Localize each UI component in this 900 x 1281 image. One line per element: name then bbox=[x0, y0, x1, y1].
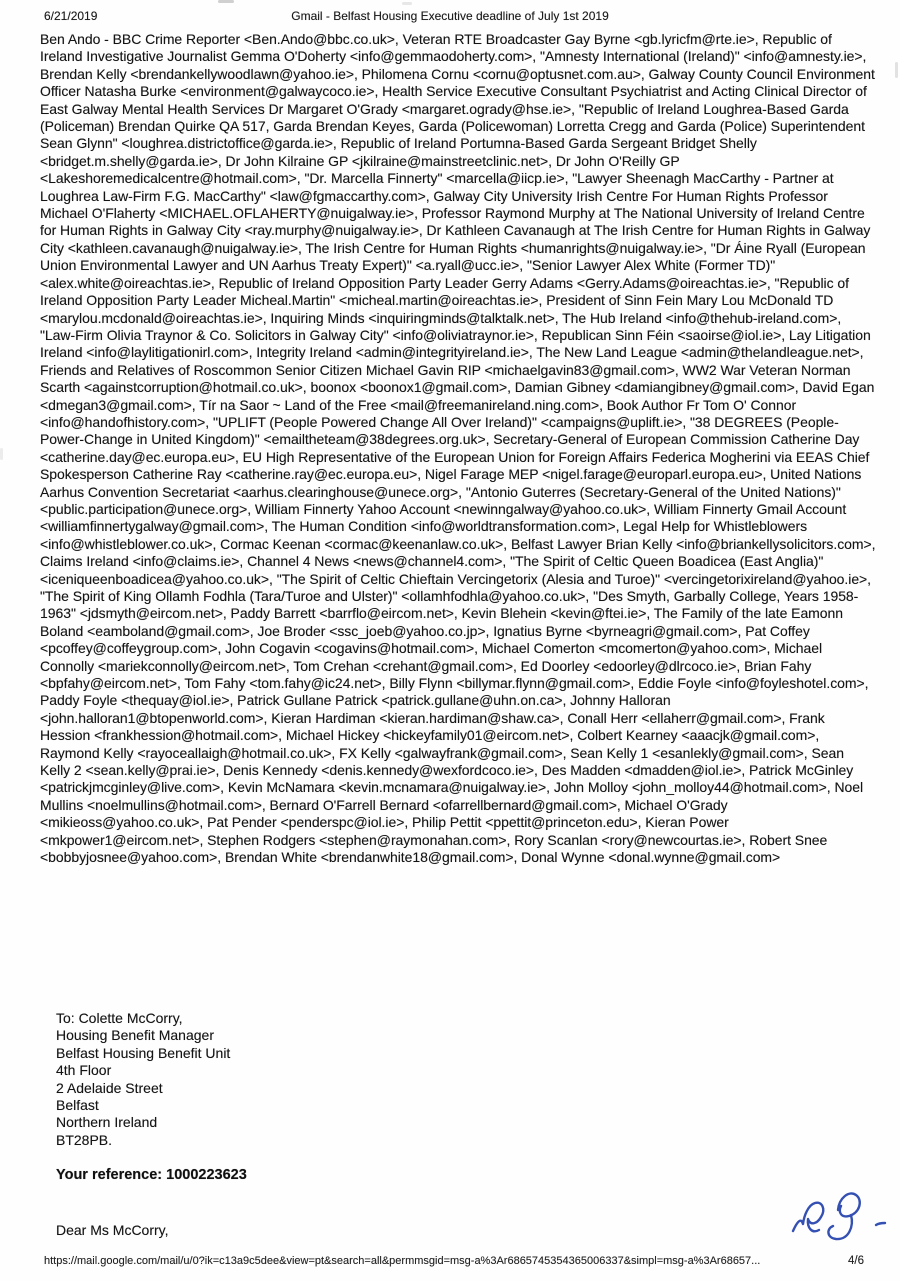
address-line: 4th Floor bbox=[56, 1062, 112, 1079]
scan-artifact bbox=[0, 448, 3, 460]
ink-stroke bbox=[876, 1223, 885, 1225]
scan-artifact bbox=[218, 0, 234, 3]
address-line: BT28PB. bbox=[56, 1131, 113, 1148]
ink-stroke bbox=[793, 1203, 823, 1232]
ink-stroke bbox=[828, 1193, 859, 1239]
reference-number: 1000223623 bbox=[166, 1167, 247, 1183]
reference-label: Your reference: bbox=[56, 1167, 163, 1183]
print-header-date: 6/21/2019 bbox=[44, 9, 98, 23]
address-line: Belfast Housing Benefit Unit bbox=[56, 1044, 231, 1061]
handwritten-initials-mark bbox=[788, 1186, 892, 1252]
reference-line bbox=[56, 1167, 247, 1183]
address-line: To: Colette McCorry, bbox=[56, 1010, 183, 1026]
salutation: Dear Ms McCorry, bbox=[56, 1222, 169, 1238]
address-line: Housing Benefit Manager bbox=[56, 1027, 214, 1044]
postal-address-block bbox=[56, 1010, 230, 1149]
email-recipients-paragraph: Ben Ando - BBC Crime Reporter <Ben.Ando@bbc.co.uk>, Veteran RTE Broadcaster Gay Byrne <gb.lyricfm@rte.ie>, Republic of Ireland Investigative Journalist Gemma O'Doherty <info@gemmaodoherty.com>, "Amnesty International (Ireland)" <info@amnesty.ie>, Brendan Kelly <brendankellywoodlawn@yahoo.ie>, Philomena Cornu <cornu@optusnet.com.au>, Galway County Council Environment Officer Natasha Burke <environment@galwaycoco.ie>, Health Service Executive Consultant Psychiatrist and Acting Clinical Director of East Galway Mental Health Services Dr Margaret O'Grady <margaret.ogrady@hse.ie>, "Republic of Ireland Loughrea-Based Garda (Policeman) Brendan Quirke QA 517, Garda Brendan Keyes, Garda (Policewoman) Lorretta Cregg and Garda (Police) Superintendent Sean Glynn" <loughrea.districtoffice@garda.ie>, Republic of Ireland Portumna-Based Garda Sergeant Bridget Shelly <bridget.m.shelly@garda.ie>, Dr John Kilraine GP <jkilraine@mainstreetclinic.net>, Dr John O'Reilly GP <Lakeshoremedicalcentre@hotmail.com>, "Dr. Marcella Finnerty" <marcella@iicp.ie>, "Lawyer Sheenagh MacCarthy - Partner at Loughrea Law-Firm F.G. MacCarthy" <law@fgmaccarthy.com>, Galway City University Irish Centre For Human Rights Professor Michael O'Flaherty <MICHAEL.OFLAHERTY@nuigalway.ie>, Professor Raymond Murphy at The National University of Ireland Centre for Human Rights in Galway City <ray.murphy@nuigalway.ie>, Dr Kathleen Cavanaugh at The Irish Centre for Human Rights in Galway City <kathleen.cavanaugh@nuigalway.ie>, The Irish Centre for Human Rights <humanrights@nuigalway.ie>, "Dr Áine Ryall (European Union Environmental Lawyer and UN Aarhus Treaty Expert)" <a.ryall@ucc.ie>, "Senior Lawyer Alex White (Former TD)" <alex.white@oireachtas.ie>, Republic of Ireland Opposition Party Leader Gerry Adams <Gerry.Adams@oireachtas.ie>, "Republic of Ireland Opposition Party Leader Micheal.Martin" <micheal.martin@oireachtas.ie>, President of Sinn Fein Mary Lou McDonald TD <marylou.mcdonald@oireachtas.ie>, Inquiring Minds <inquiringminds@talktalk.net>, The Hub Ireland <info@thehub-ireland.com>, "Law-Firm Olivia Traynor & Co. Solicitors in Galway City" <info@oliviatraynor.ie>, Republican Sinn Féin <saoirse@iol.ie>, Lay Litigation Ireland <info@laylitigationirl.com>, Integrity Ireland <admin@integrityireland.ie>, The New Land League <admin@thelandleague.net>, Friends and Relatives of Roscommon Senior Citizen Michael Gavin RIP <michaelgavin83@gmail.com>, WW2 War Veteran Norman Scarth <againstcorruption@hotmail.co.uk>, boonox <boonox1@gmail.com>, Damian Gibney <damiangibney@gmail.com>, David Egan <dmegan3@gmail.com>, Tír na Saor ~ Land of the Free <mail@freemanireland.ning.com>, Book Author Fr Tom O' Connor <info@handofhistory.com>, "UPLIFT (People Powered Change All Over Ireland)" <campaigns@uplift.ie>, "38 DEGREES (People-Power-Change in United Kingdom)" <emailtheteam@38degrees.org.uk>, Secretary-General of European Commission Catherine Day <catherine.day@ec.europa.eu>, EU High Representative of the European Union for Foreign Affairs Federica Mogherini via EEAS Chief Spokesperson Catherine Ray <catherine.ray@ec.europa.eu>, Nigel Farage MEP <nigel.farage@europarl.europa.eu>, United Nations Aarhus Convention Secretariat <aarhus.clearinghouse@unece.org>, "Antonio Guterres (Secretary-General of the United Nations)" <public.participation@unece.org>, William Finnerty Yahoo Account <newinngalway@yahoo.co.uk>, William Finnerty Gmail Account <williamfinnertygalway@gmail.com>, The Human Condition <info@worldtransformation.com>, Legal Help for Whistleblowers <info@whistleblower.co.uk>, Cormac Keenan <cormac@keenanlaw.co.uk>, Belfast Lawyer Brian Kelly <info@briankellysolicitors.com>, Claims Ireland <info@claims.ie>, Channel 4 News <news@channel4.com>, "The Spirit of Celtic Queen Boadicea (East Anglia)" <iceniqueenboadicea@yahoo.co.uk>, "The Spirit of Celtic Chieftain Vercingetorix (Alesia and Turoe)" <vercingetorixireland@yahoo.ie>, "The Spirit of King Ollamh Fodhla (Tara/Turoe and Ulster)" <ollamhfodhla@yahoo.co.uk>, "Des Smyth, Garbally College, Years 1958-1963" <jdsmyth@eircom.net>, Paddy Barrett <barrflo@eircom.net>, Kevin Blehein <kevin@ftei.ie>, The Family of the late Eamonn Boland <eamboland@gmail.com>, Joe Broder <ssc_joeb@yahoo.co.jp>, Ignatius Byrne <byrneagri@gmail.com>, Pat Coffey <pcoffey@coffeygroup.com>, John Cogavin <cogavins@hotmail.com>, Michael Comerton <mcomerton@yahoo.com>, Michael Connolly <mariekconnolly@eircom.net>, Tom Crehan <crehant@gmail.com>, Ed Doorley <edoorley@dlrcoco.ie>, Brian Fahy <bpfahy@eircom.net>, Tom Fahy <tom.fahy@ic24.net>, Billy Flynn <billymar.flynn@gmail.com>, Eddie Foyle <info@foyleshotel.com>, Paddy Foyle <thequay@iol.ie>, Patrick Gullane Patrick <patrick.gullane@uhn.on.ca>, Johnny Halloran <john.halloran1@btopenworld.com>, Kieran Hardiman <kieran.hardiman@shaw.ca>, Conall Herr <ellaherr@gmail.com>, Frank Hession <frankhession@hotmail.com>, Michael Hickey <hickeyfamily01@eircom.net>, Colbert Kearney <aaacjk@gmail.com>, Raymond Kelly <rayoceallaigh@hotmail.co.uk>, FX Kelly <galwayfrank@gmail.com>, Sean Kelly 1 <esanlekly@gmail.com>, Sean Kelly 2 <sean.kelly@prai.ie>, Denis Kennedy <denis.kennedy@wexfordcoco.ie>, Des Madden <dmadden@iol.ie>, Patrick McGinley <patrickjmcginley@live.com>, Kevin McNamara <kevin.mcnamara@nuigalway.ie>, John Molloy <john_molloy44@hotmail.com>, Noel Mullins <noelmullins@hotmail.com>, Bernard O'Farrell Bernard <ofarrellbernard@gmail.com>, Michael O'Grady <mikieoss@yahoo.co.uk>, Pat Pender <penderspc@iol.ie>, Philip Pettit <ppettit@princeton.edu>, Kieran Power <mkpower1@eircom.net>, Stephen Rodgers <stephen@raymonahan.com>, Rory Scanlan <rory@newcourtas.ie>, Robert Snee <bobbyjosnee@yahoo.com>, Brendan White <brendanwhite18@gmail.com>, Donal Wynne <donal.wynne@gmail.com> bbox=[40, 31, 876, 866]
scan-artifact bbox=[402, 2, 412, 5]
print-footer-page-number: 4/6 bbox=[848, 1255, 864, 1267]
address-line: Northern Ireland bbox=[56, 1114, 158, 1131]
print-footer-url: https://mail.google.com/mail/u/0?ik=c13a9c5dee&view=pt&search=all&permmsgid=msg-a%3Ar6865745354365006337&simpl=msg-a%3Ar68657... bbox=[44, 1255, 761, 1267]
scan-artifact bbox=[895, 62, 898, 78]
ink-stroke-group bbox=[793, 1193, 885, 1239]
address-line: 2 Adelaide Street bbox=[56, 1079, 163, 1096]
address-line: Belfast bbox=[56, 1097, 99, 1114]
print-header-title: Gmail - Belfast Housing Executive deadline of July 1st 2019 bbox=[291, 9, 609, 23]
